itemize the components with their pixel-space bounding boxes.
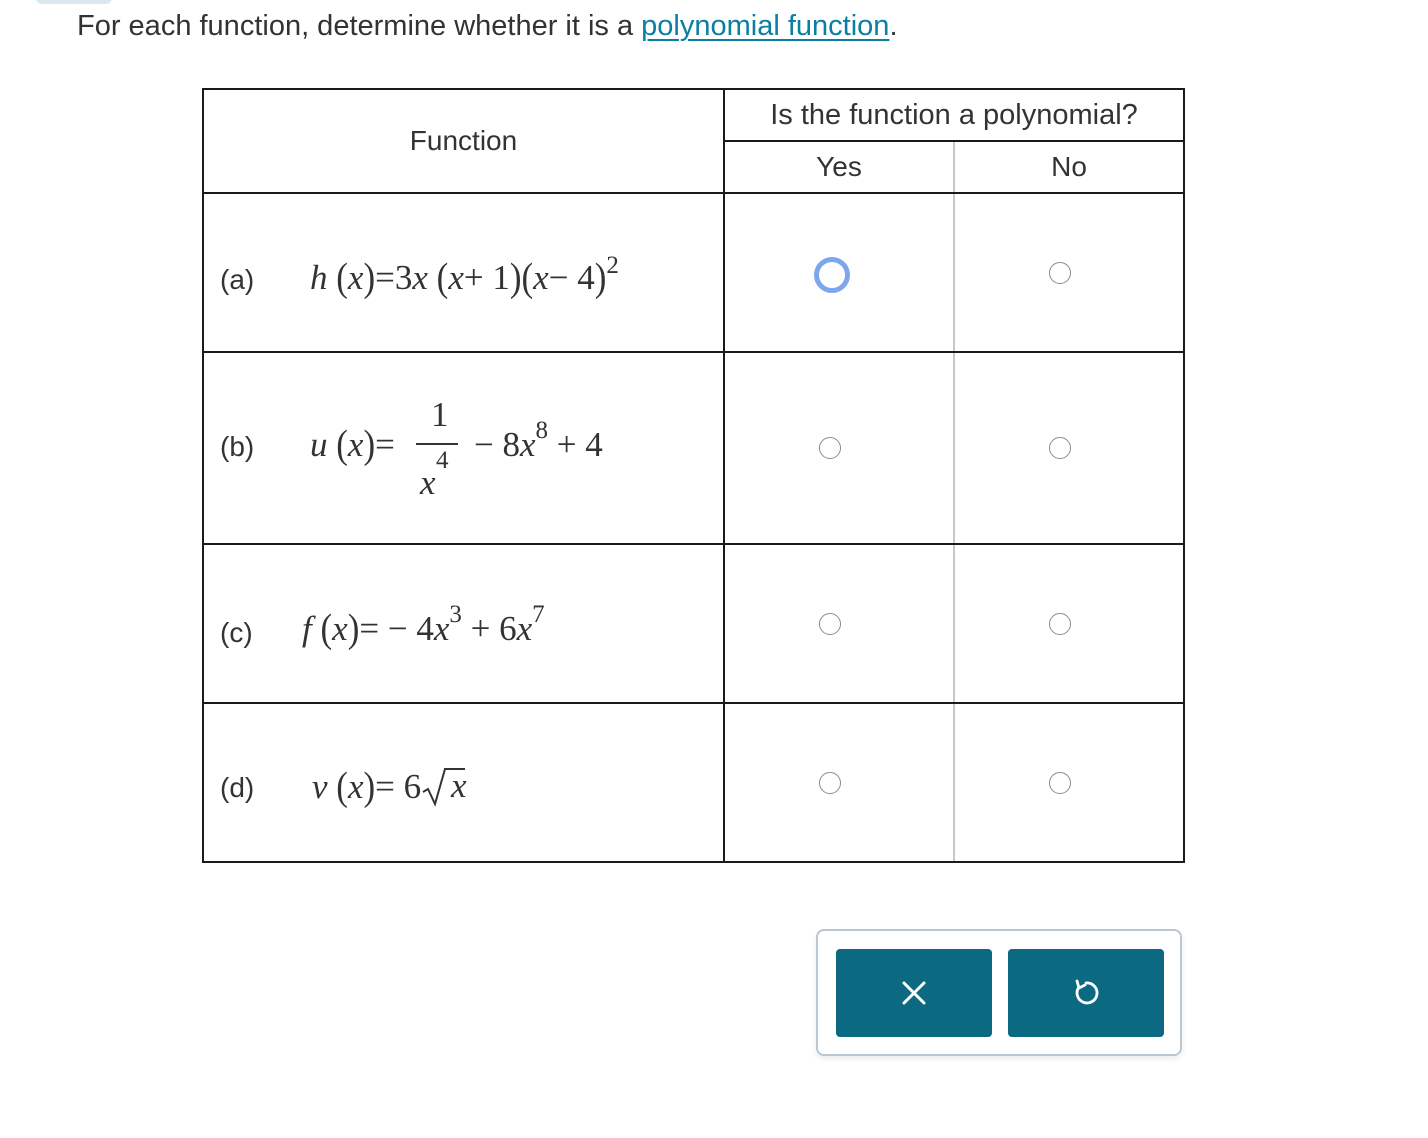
function-cell: (b) u (x)= 1 4 x − $8x^8 + 4$	[203, 352, 724, 544]
yes-radio[interactable]	[819, 613, 841, 635]
no-cell	[954, 193, 1184, 352]
yes-radio[interactable]	[819, 437, 841, 459]
yes-cell	[724, 193, 954, 352]
function-math: f $(x)= - 4x^3 + 6x^7$	[302, 601, 545, 651]
yes-cell	[724, 703, 954, 862]
no-radio[interactable]	[1049, 262, 1071, 284]
clear-button[interactable]	[836, 949, 992, 1037]
undo-icon	[1071, 978, 1101, 1008]
question-prompt	[77, 8, 898, 44]
function-math: u (x)=	[310, 422, 395, 467]
prompt-text: For each function, determine whether it is a	[77, 10, 642, 42]
undo-button[interactable]	[1008, 949, 1164, 1037]
function-cell	[203, 544, 724, 703]
no-cell	[954, 544, 1184, 703]
question-column-header: Is the function a polynomial?	[724, 89, 1184, 141]
radicand: x	[451, 766, 467, 805]
table-row	[203, 352, 1184, 544]
function-column-header: Function	[203, 89, 724, 193]
action-button-panel	[816, 929, 1182, 1056]
no-column-header: No	[954, 141, 1184, 193]
yes-column-header: Yes	[724, 141, 954, 193]
no-cell	[954, 703, 1184, 862]
polynomial-table	[202, 88, 1185, 863]
no-radio[interactable]	[1049, 437, 1071, 459]
table-row	[203, 544, 1184, 703]
row-label: (b)	[220, 431, 255, 462]
table-row	[203, 703, 1184, 862]
top-tab-decoration	[36, 0, 112, 4]
row-label: (a)	[220, 264, 255, 295]
table-row	[203, 193, 1184, 352]
row-label: (d)	[220, 772, 255, 803]
function-math-rest: − $8x^8 + 4$	[474, 417, 603, 464]
no-radio[interactable]	[1049, 772, 1071, 794]
no-radio[interactable]	[1049, 613, 1071, 635]
function-cell	[203, 193, 724, 352]
function-math: v (x)= 6	[312, 766, 465, 808]
polynomial-function-link[interactable]: polynomial function	[641, 10, 890, 42]
row-label: (c)	[220, 617, 253, 648]
function-math: h (x)=3x $(x+ 1)(x- 4)^2$	[310, 252, 619, 300]
close-icon	[901, 980, 927, 1006]
prompt-end: .	[889, 10, 898, 42]
no-cell	[954, 352, 1184, 544]
yes-cell	[724, 352, 954, 544]
yes-cell	[724, 544, 954, 703]
yes-radio[interactable]	[814, 257, 850, 293]
yes-radio[interactable]	[819, 772, 841, 794]
function-cell	[203, 703, 724, 862]
